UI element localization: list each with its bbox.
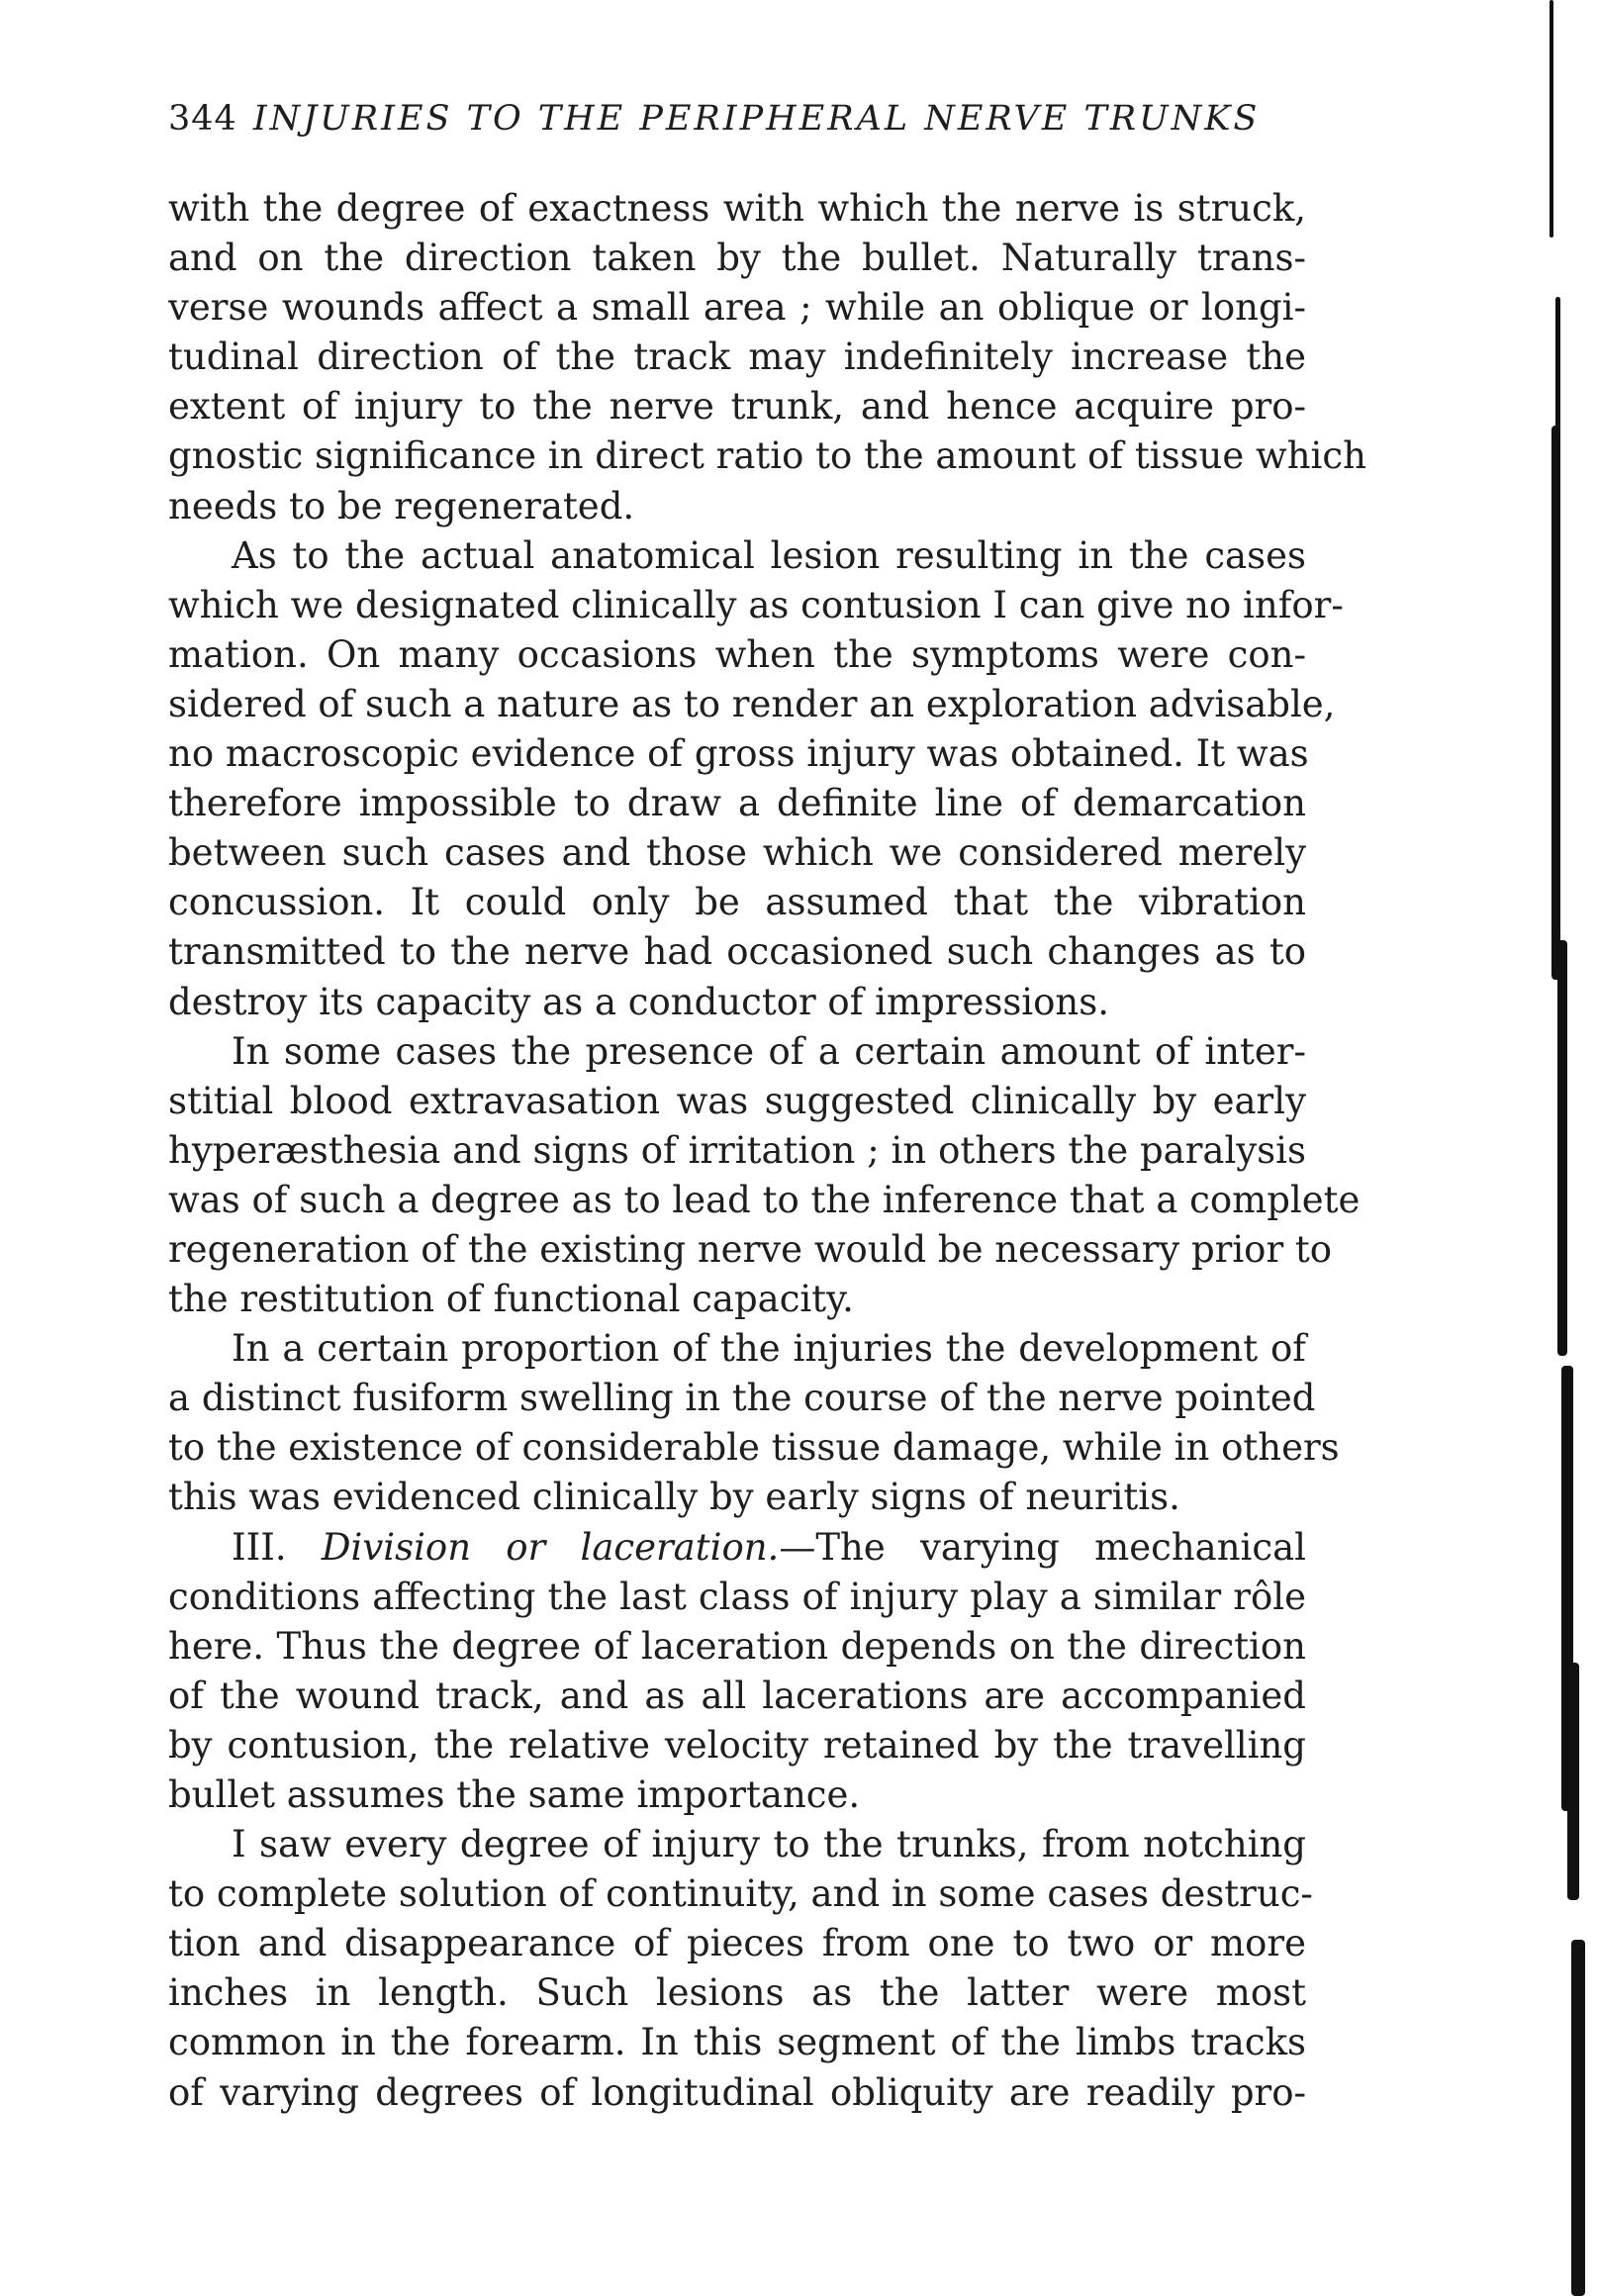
text-line: tudinal direction of the track may indefinitely increase the bbox=[168, 335, 1306, 379]
edge-mark bbox=[1550, 0, 1553, 238]
binding-edge-shadow bbox=[1528, 0, 1597, 2295]
text-line: inches in length. Such lesions as the latter were most bbox=[168, 1971, 1306, 2015]
text-line: bullet assumes the same importance. bbox=[168, 1773, 861, 1816]
text-line: therefore impossible to draw a definite line of demarcation bbox=[168, 782, 1306, 825]
text-line: was of such a degree as to lead to the inference that a complete bbox=[168, 1178, 1361, 1221]
edge-mark bbox=[1567, 1663, 1579, 1900]
text-line: concussion. It could only be assumed that the vibration bbox=[168, 881, 1306, 924]
body-text bbox=[168, 184, 1366, 2118]
section-numeral: III. bbox=[232, 1525, 322, 1569]
text-line: of the wound track, and as all lacerations are accompanied bbox=[168, 1674, 1306, 1717]
text-line: common in the forearm. In this segment of the limbs tracks bbox=[168, 2021, 1306, 2064]
text-line: stitial blood extravasation was suggested clinically by early bbox=[168, 1079, 1306, 1122]
text-line: I saw every degree of injury to the trunks, from notching bbox=[232, 1823, 1306, 1866]
text-line: to complete solution of continuity, and in some cases destruc- bbox=[168, 1872, 1313, 1916]
text-line: and on the direction taken by the bullet. Naturally trans- bbox=[168, 237, 1306, 280]
text-line: this was evidenced clinically by early signs of neuritis. bbox=[168, 1476, 1180, 1519]
running-header bbox=[168, 99, 1316, 139]
text-line: regeneration of the existing nerve would be necessary prior to bbox=[168, 1227, 1333, 1271]
text-line: In a certain proportion of the injuries the development of bbox=[232, 1327, 1306, 1371]
text-line: a distinct fusiform swelling in the course of the nerve pointed bbox=[168, 1377, 1316, 1420]
section-lead: —The varying mechanical bbox=[779, 1525, 1306, 1569]
text-line: conditions affecting the last class of injury play a similar rôle bbox=[168, 1575, 1306, 1618]
edge-mark bbox=[1551, 426, 1560, 980]
text-line: In some cases the presence of a certain amount of inter- bbox=[232, 1029, 1306, 1073]
text-line: hyperæsthesia and signs of irritation ; in others the paralysis bbox=[168, 1128, 1306, 1172]
text-line: sidered of such a nature as to render an exploration advisable, bbox=[168, 682, 1336, 725]
edge-mark bbox=[1557, 940, 1567, 1356]
text-line: by contusion, the relative velocity retained by the travelling bbox=[168, 1723, 1306, 1767]
text-line: here. Thus the degree of laceration depends on the direction bbox=[168, 1624, 1306, 1668]
text-line: gnostic significance in direct ratio to the amount of tissue which bbox=[168, 434, 1366, 478]
text-line: which we designated clinically as contusion I can give no infor- bbox=[168, 583, 1344, 626]
section-title: Division or laceration. bbox=[321, 1525, 780, 1569]
text-line: no macroscopic evidence of gross injury was obtained. It was bbox=[168, 732, 1309, 776]
text-line: mation. On many occasions when the symptoms were con- bbox=[168, 632, 1306, 676]
edge-mark bbox=[1571, 1940, 1585, 2296]
text-line: verse wounds affect a small area ; while an oblique or longi- bbox=[168, 286, 1306, 330]
section-heading-line bbox=[168, 1523, 1306, 1573]
text-line: extent of injury to the nerve trunk, and hence acquire pro- bbox=[168, 385, 1306, 429]
text-line: needs to be regenerated. bbox=[168, 484, 635, 527]
text-line: of varying degrees of longitudinal obliquity are readily pro- bbox=[168, 2070, 1306, 2114]
page-number: 344 bbox=[168, 99, 237, 139]
running-title: INJURIES TO THE PERIPHERAL NERVE TRUNKS bbox=[252, 99, 1261, 139]
text-line: tion and disappearance of pieces from one to two or more bbox=[168, 1922, 1306, 1965]
text-line: with the degree of exactness with which the nerve is struck, bbox=[168, 187, 1306, 230]
text-line: transmitted to the nerve had occasioned such changes as to bbox=[168, 930, 1306, 974]
text-line: between such cases and those which we considered merely bbox=[168, 831, 1306, 875]
text-line: the restitution of functional capacity. bbox=[168, 1278, 854, 1321]
text-line: As to the actual anatomical lesion resulting in the cases bbox=[232, 533, 1306, 577]
text-line: destroy its capacity as a conductor of impressions. bbox=[168, 980, 1109, 1023]
text-line: to the existence of considerable tissue damage, while in others bbox=[168, 1426, 1340, 1470]
